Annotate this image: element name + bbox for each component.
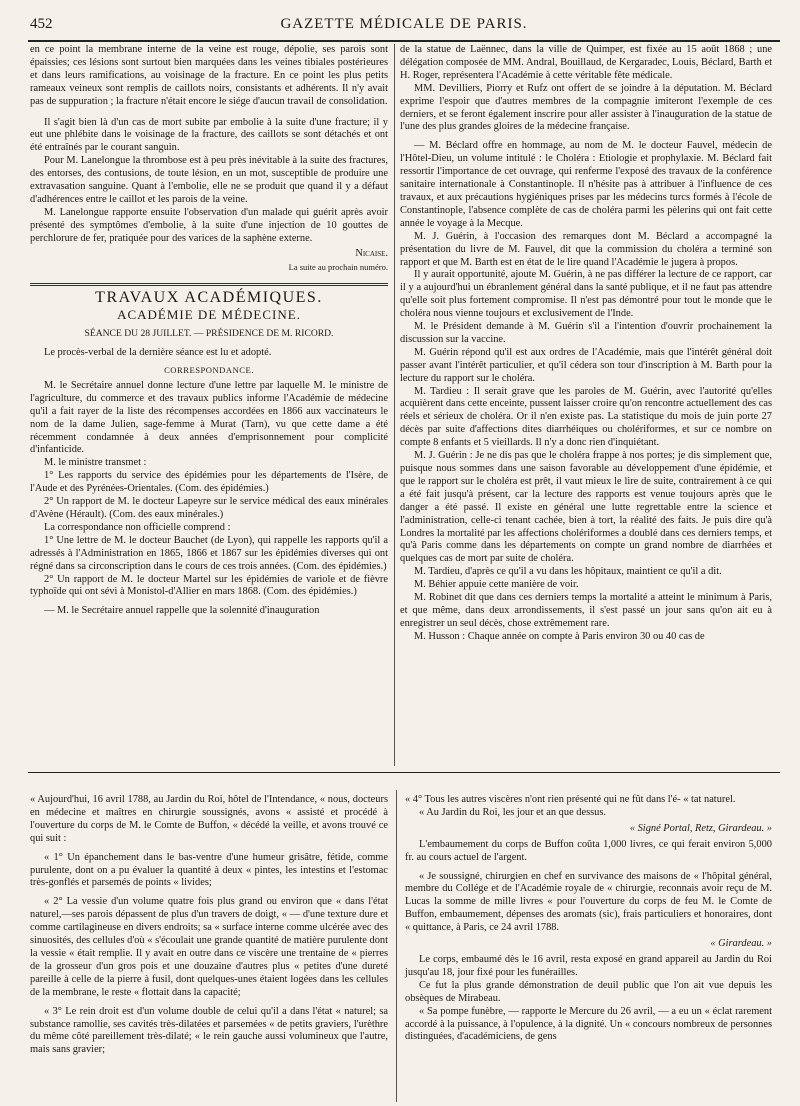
paragraph: « Je soussigné, chirurgien en chef en survivance des maisons de « l'hôpital général, membre du Collége et de l'Académie royale de « chirurgie, reconnais avoir reçu de M. Lucas la somme de mille livres « pour l'ouverture du corps de feu M. le Comte de Buffon, embaumement, dépenses des aromats (sic), frais particuliers et honoraires, dont « quittance, à Paris, ce 24 avril 1788. bbox=[405, 870, 772, 934]
paragraph: M. Husson : Chaque année on compte à Paris environ 30 ou 40 cas de bbox=[414, 630, 705, 642]
right-column bbox=[400, 44, 772, 644]
paragraph: M. le ministre transmet : bbox=[44, 457, 147, 469]
paragraph: Pour M. Lanelongue la thrombose est à peu près inévitable à la suite des fractures, des entorses, des contusions, de toute lésion, en un mot, susceptible de produire une extravasation sanguine. Quant à l'embolie, elle ne se produit que quand il y a défaut d'adhérences entre le caillot et les parois de la veine. bbox=[30, 155, 388, 205]
paragraph: 1° Les rapports du service des épidémies pour les départements de l'Isère, de l'Aude et des Pyrénées-Orientales. (Com. des épidémies.) bbox=[30, 470, 388, 495]
paragraph: 2° Un rapport de M. le docteur Lapeyre sur le service médical des eaux minérales d'Avène (Hérault). (Com. des eaux minérales.) bbox=[30, 496, 388, 520]
feuilleton-right-column bbox=[405, 794, 772, 1044]
paragraph: M. Tardieu, d'après ce qu'il a vu dans les hôpitaux, maintient ce qu'il a dit. bbox=[414, 566, 722, 578]
academy-title: ACADÉMIE DE MÉDECINE. bbox=[117, 307, 301, 323]
paragraph: M. le Président demande à M. Guérin s'il a l'intention d'ouvrir prochainement la discussion sur la vaccine. bbox=[400, 321, 772, 345]
paragraph: — M. Béclard offre en hommage, au nom de M. le docteur Fauvel, médecin de l'Hôtel-Dieu, un volume intitulé : le Choléra : Etiologie et prophylaxie. M. Béclard fait ressortir l'importance de cet ouvrage, qui renferme l'exposé des travaux de la conférence sanitaire internationale à Constantinople. Il n'hésite pas à attribuer à l'influence de ces travaux, et aux précautions hygiéniques prises par les médecins turcs formés à l'école de Constantinople, l'absence complète de cas de choléra parmi les pèlerins qui ont fait cette année le voyage à la Mecque. bbox=[400, 140, 772, 229]
paragraph: MM. Devilliers, Piorry et Rufz ont offert de se joindre à la députation. M. Béclard exprime l'espoir que d'autres membres de la compagnie imiteront l'exemple de ces derniers, et se feront également inscrire pour aller assister à l'inauguration de la statue de l'une des plus grandes gloires de la médecine française. bbox=[400, 82, 772, 133]
paragraph: M. Robinet dit que dans ces derniers temps la mortalité a atteint le minimum à Paris, et que même, dans deux arrondissements, il s'est passé un jour sans qu'on ait eu à enregistrer un seul décès, chose extrêmement rare. bbox=[400, 592, 772, 629]
paragraph: M. le Secrétaire annuel donne lecture d'une lettre par laquelle M. le ministre de l'agriculture, du commerce et des travaux publics informe l'Académie de médecine qu'il a fait rayer de la liste des récompenses accordées en 1866 aux vaccinateurs le nom de la dame Julien, sage-femme à Murat (Tarn), vu que cette dame a été récemment condamnée à deux années d'emprisonnement pour complicité d'infanticide. bbox=[30, 379, 388, 456]
signature-line: « Signé Portal, Retz, Girardeau. » bbox=[629, 822, 772, 834]
paragraph: « 2° La vessie d'un volume quatre fois plus grand ou environ que « dans l'état naturel,—ses parois dépassent de plus d'un travers de doigt, « — d'une texture dure et comme cartilagineuse en divers endroits; sa « surface interne comme ulcérée avec des sinuosités, des cellules d'où « s'écoulait une grande quantité de matière purulente dont la vessie « était remplie. Il y avait en outre dans ce viscère une trentaine de « pierres de la grosseur d'un gros pois et une douzaine d'autres plus « petites d'une dureté pareille à celle de la pierre à fusil, dont quelques-unes étaient logées dans les cellules de la membrane, le reste « flottait dans la capacité; bbox=[30, 896, 388, 998]
paragraph: Il s'agit bien là d'un cas de mort subite par embolie à la suite d'une fracture; il y eut une phlébite dans le voisinage de la fracture, des caillots se sont détachés et ont été entraînés par le courant sanguin. bbox=[30, 116, 388, 154]
paragraph: — M. le Secrétaire annuel rappelle que la solennité d'inauguration bbox=[44, 605, 320, 617]
feuilleton-left-column bbox=[30, 794, 388, 1057]
paragraph: Ce fut la plus grande démonstration de deuil public que l'on ait vue depuis les obsèques de Mirabeau. bbox=[405, 979, 772, 1004]
author-signature: Nicaise. bbox=[355, 247, 388, 259]
paragraph: « Sa pompe funèbre, — rapporte le Mercure du 26 avril, — a eu un « éclat rarement accordé à la puissance, à l'opulence, à la dignité. Un « concours nombreux de personnes distinguées, d'académiciens, de gens bbox=[405, 1005, 772, 1043]
paragraph: M. J. Guérin : Je ne dis pas que le choléra frappe à nos portes; je dis simplement que, puisque nous sommes dans une saison favorable au développement d'une épidémie, et que le rapport sur le choléra est prêt, il vaut mieux le lire de suite, contrairement à ce qui a été fait jusqu'à présent, car la lecture des rapports est venue toujours après que le danger a été passé. Il existe en général une lutte regrettable entre la science et l'administration, celle-ci tenant cachée, bien à tort, la réalité des faits. Je puis dire qu'à Londres la mortalité par les affections cholériformes a doublé dans ces derniers temps, et qu'à Paris comme dans les départements on compte un grand nombre de diarrhées et quelques cas de mort par suite de choléra. bbox=[400, 450, 772, 565]
paragraph: La correspondance non officielle comprend : bbox=[44, 521, 231, 533]
section-title: TRAVAUX ACADÉMIQUES. bbox=[95, 289, 323, 307]
header-rule bbox=[28, 40, 780, 42]
paragraph: M. Tardieu : Il serait grave que les paroles de M. Guérin, avec l'autorité qu'elles acquièrent dans cette enceinte, pussent laisser croire qu'on rencontre actuellement des cas réels et sérieux de choléra. Or il n'en existe pas. La statistique du mois de juin porte 27 décès par suite d'affections dites diarrhéiques ou cholériformes, et sur ce nombre on compte 8 enfants et 5 vieillards. Il n'y a donc rien d'inquiétant. bbox=[400, 385, 772, 449]
correspondance-heading: CORRESPONDANCE. bbox=[164, 365, 254, 376]
paragraph: en ce point la membrane interne de la veine est rouge, dépolie, ses parois sont épaissies; ces lésions sont surtout bien marquées dans les veines tibiales postérieures et dans leurs ramifications, au voisinage de la fracture. En ce point les plus petits rameaux veineux sont remplis de caillots noirs, consistants et adhérents. Il n'y avait pas de suppuration ; la fracture n'était encore le siége d'aucun travail de consolidation. bbox=[30, 44, 388, 107]
paragraph: « Aujourd'hui, 16 avril 1788, au Jardin du Roi, hôtel de l'Intendance, « nous, docteurs en médecine et maîtres en chirurgie soussignés, avons « assisté et procédé à l'ouverture du corps de M. le Comte de Buffon, « décédé la veille, et avons trouvé ce qui suit : bbox=[30, 794, 388, 844]
signature-line: « Girardeau. » bbox=[710, 938, 772, 950]
column-divider bbox=[396, 790, 397, 1102]
paragraph: 1° Une lettre de M. le docteur Bauchet (de Lyon), qui rappelle les rapports qu'il a adressés à l'Administration en 1865, 1866 et 1867 sur les épidémies diverses qui ont régné dans sa circonscription dans le cours de ces trois années. (Com. des épidémies.) bbox=[30, 534, 388, 572]
feuilleton-rule bbox=[28, 772, 780, 773]
column-divider bbox=[394, 44, 395, 766]
section-divider bbox=[30, 283, 388, 286]
paragraph: « 3° Le rein droit est d'un volume double de celui qu'il a dans l'état « naturel; sa substance ramollie, ses cavités très-dilatées et parsemées « de petits graviers, l'urèthre du même côté pareillement très-dilaté; « le rein gauche aussi volumineux que l'autre, mais sans gravier; bbox=[30, 1005, 388, 1056]
continued-note: La suite au prochain numéro. bbox=[288, 261, 388, 272]
paragraph: M. Lanelongue rapporte ensuite l'observation d'un malade qui guérit après avoir présenté des symptômes d'embolie, à la suite d'une injection de 10 gouttes de perchlorure de fer, pratiquée pour des varices de la saphène externe. bbox=[30, 206, 388, 244]
session-header: SÉANCE DU 28 JUILLET. — PRÉSIDENCE DE M. RICORD. bbox=[84, 328, 334, 340]
paragraph: M. Guérin répond qu'il est aux ordres de l'Académie, mais que l'intérêt général doit passer avant l'intérêt particulier, et qu'il cédera son tour d'inscription à M. Barth pour la lecture du rapport sur le choléra. bbox=[400, 346, 772, 384]
paragraph: « 4° Tous les autres viscères n'ont rien présenté qui ne fût dans l'é- « tat naturel. bbox=[405, 794, 736, 805]
paragraph: de la statue de Laënnec, dans la ville de Quimper, est fixée au 15 août 1868 ; une délégation composée de MM. Andral, Bouillaud, de Kergaradec, Louis, Béclard, Barth et H. Roger, représentera l'Académie à cette véritable fête médicale. bbox=[400, 44, 772, 81]
paragraph: Il y aurait opportunité, ajoute M. Guérin, à ne pas différer la lecture de ce rapport, car il y a aujourd'hui un ébranlement général dans la santé publique, et il ne faut pas attendre qu'elle soit plus fortement compromise. Il n'est pas démontré pour tout le monde que le choléra nous vienne toujours et exclusivement de l'Inde. bbox=[400, 269, 772, 320]
paragraph: 2° Un rapport de M. le docteur Martel sur les épidémies de variole et de fièvre typhoïde qui ont sévi à Monistol-d'Allier en mars 1868. (Com. des épidémies.) bbox=[30, 573, 388, 598]
paragraph: « 1° Un épanchement dans le bas-ventre d'une humeur grisâtre, fétide, comme purulente, dont on a pu évaluer la quantité à deux « pintes, les intestins et l'estomac très-gonflés et parsemés de points « livides; bbox=[30, 851, 388, 889]
paragraph: M. J. Guérin, à l'occasion des remarques dont M. Béclard a accompagné la présentation du livre de M. Fauvel, dit que la commission du choléra a terminé son rapport et que M. Barth est en état de le lire quand l'Académie le jugera à propos. bbox=[400, 230, 772, 268]
paragraph: « Au Jardin du Roi, les jour et an que dessus. bbox=[419, 806, 607, 818]
left-column bbox=[30, 44, 388, 618]
running-head: GAZETTE MÉDICALE DE PARIS. bbox=[280, 16, 528, 32]
paragraph: M. Béhier appuie cette manière de voir. bbox=[414, 579, 579, 591]
paragraph: Le corps, embaumé dès le 16 avril, resta exposé en grand appareil au Jardin du Roi jusqu'au 18, jour fixé pour les funérailles. bbox=[405, 953, 772, 978]
paragraph: Le procès-verbal de la dernière séance est lu et adopté. bbox=[44, 347, 272, 359]
paragraph: L'embaumement du corps de Buffon coûta 1,000 livres, ce qui ferait environ 5,000 fr. au cours actuel de l'argent. bbox=[405, 838, 772, 863]
page-number: 452 bbox=[30, 16, 53, 32]
page-header bbox=[28, 14, 780, 36]
